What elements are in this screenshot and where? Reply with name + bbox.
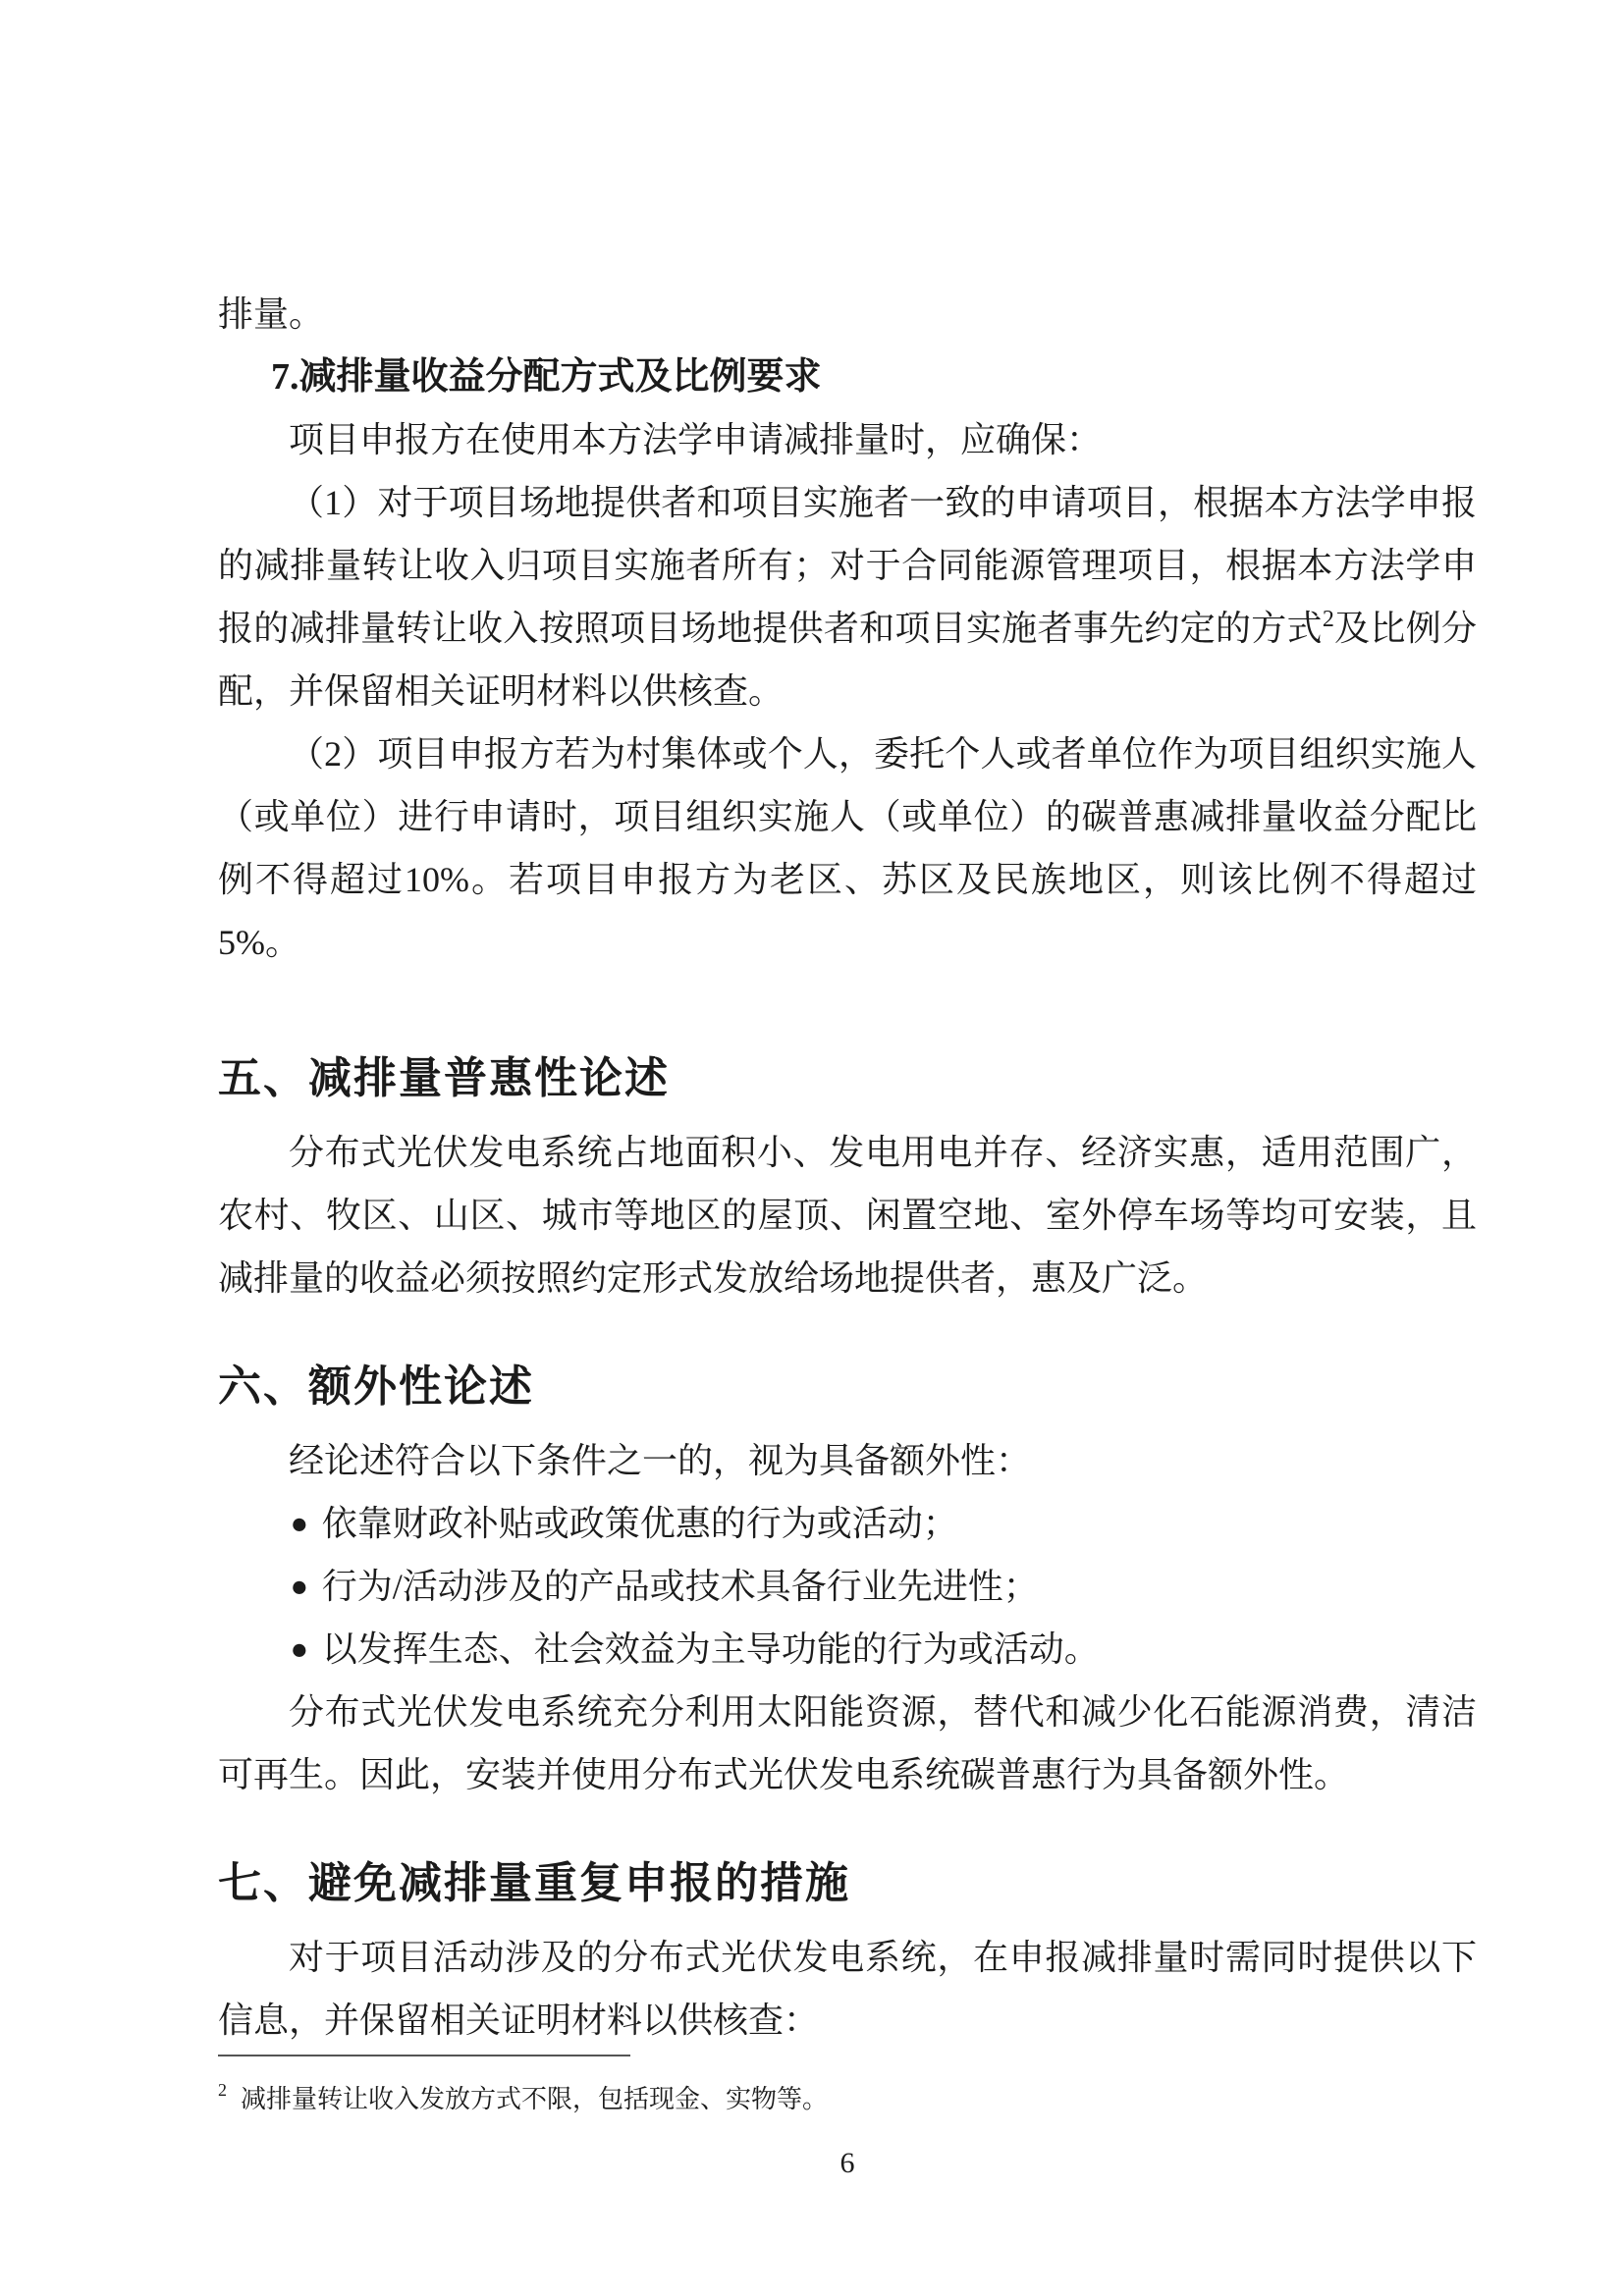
subsection-heading-7: 7.减排量收益分配方式及比例要求 [271,356,822,398]
intro-paragraph: 项目申报方在使用本方法学申请减排量时，应确保： [289,420,1103,459]
footnote-text: 减排量转让收入发放方式不限，包括现金、实物等。 [241,2085,829,2113]
paragraph-2: （2）项目申报方若为村集体或个人，委托个人或者单位作为项目组织实施人（或单位）进行申请时，项目组织实施人（或单位）的碳普惠减排量收益分配比例不得超过10%。若项目申报方为老区、苏区及民族地区，则该比例不得超过5%。 [218,734,1477,962]
paragraph-1-text-after: 及比例分配，并保留相关证明材料以供核查。 [218,609,1477,711]
bullet-text: 行为/活动涉及的产品或技术具备行业先进性； [321,1567,1039,1606]
bullet-text: 以发挥生态、社会效益为主导功能的行为或活动。 [321,1629,1100,1669]
bullet-icon: ● [290,1632,309,1666]
bullet-item [218,1492,1477,1555]
section-7-body: 对于项目活动涉及的分布式光伏发电系统，在申报减排量时需同时提供以下信息，并保留相关证明材料以供核查： [218,1938,1477,2040]
bullet-icon: ● [290,1570,309,1603]
continuation-line: 排量。 [218,294,325,334]
paragraph-1 [218,471,1477,722]
bullet-item [218,1555,1477,1618]
section-6-heading: 六、额外性论述 [218,1362,534,1411]
bullet-icon: ● [290,1507,309,1540]
footnote-divider [218,2055,630,2056]
section-5-heading: 五、减排量普惠性论述 [218,1054,670,1102]
paragraph-1-text: （1）对于项目场地提供者和项目实施者一致的申请项目，根据本方法学申报的减排量转让收入归项目实施者所有；对于合同能源管理项目，根据本方法学申报的减排量转让收入按照项目场地提供者和项目实施者事先约定的方式 [218,483,1477,648]
footnote [218,2070,1477,2119]
section-6-conclusion: 分布式光伏发电系统充分利用太阳能资源，替代和减少化石能源消费，清洁可再生。因此，安装并使用分布式光伏发电系统碳普惠行为具备额外性。 [218,1692,1477,1794]
footnote-reference-superscript: 2 [1322,607,1334,632]
section-6-intro: 经论述符合以下条件之一的，视为具备额外性： [289,1441,1032,1480]
section-5-body: 分布式光伏发电系统占地面积小、发电用电并存、经济实惠，适用范围广，农村、牧区、山区、城市等地区的屋顶、闲置空地、室外停车场等均可安装，且减排量的收益必须按照约定形式发放给场地提供者，惠及广泛。 [218,1133,1477,1298]
footnote-marker: 2 [218,2080,227,2100]
page-number: 6 [839,2147,855,2179]
bullet-text: 依靠财政补贴或政策优惠的行为或活动； [321,1504,958,1543]
bullet-item [218,1618,1477,1681]
section-7-heading: 七、避免减排量重复申报的措施 [218,1859,850,1907]
